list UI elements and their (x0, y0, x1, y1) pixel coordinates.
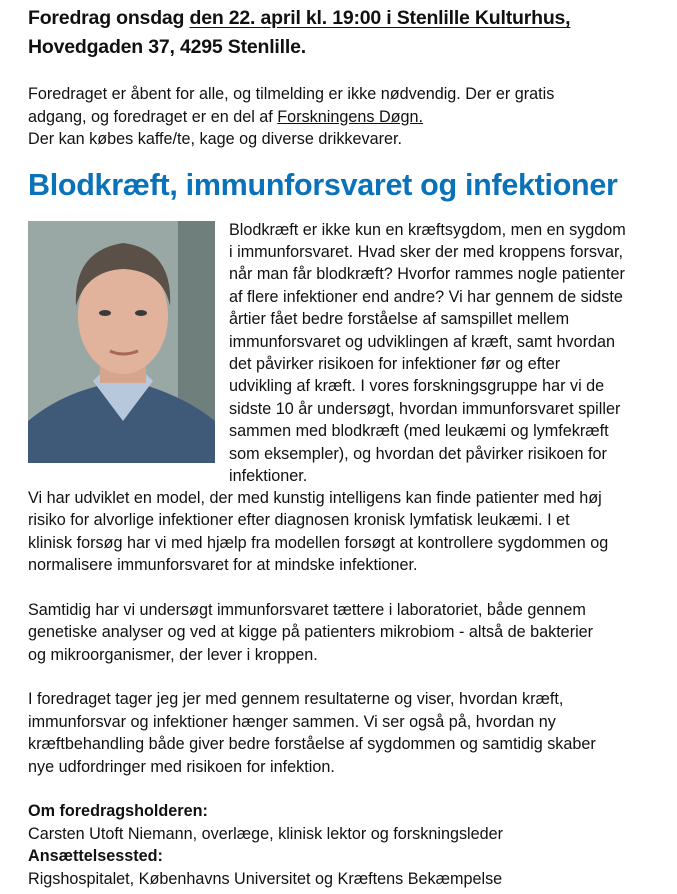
paragraph-line: I foredraget tager jeg jer med gennem resultaterne og viser, hvordan kræft, (28, 690, 564, 708)
lead-line: sammen med blodkræft (med leukæmi og lymfekræft (229, 422, 609, 441)
lead-line: det påvirker risikoen for infektioner før og efter (229, 354, 561, 373)
paragraph-line: nye udfordringer med risikoen for infektion. (28, 757, 335, 776)
lead-line: immunforsvaret og udviklingen af kræft, samt hvordan (229, 332, 615, 351)
lead-line: Blodkræft er ikke kun en kræftsygdom, men en sygdom (229, 220, 626, 239)
forskningens-dogn-link[interactable]: Forskningens Døgn. (277, 107, 424, 126)
body-paragraph (28, 487, 677, 577)
paragraph-line: genetiske analyser og ved at kigge på patienters mikrobiom - altså de bakterier (28, 623, 594, 641)
event-address: Hovedgaden 37, 4295 Stenlille. (28, 36, 306, 58)
intro (28, 83, 677, 151)
lead-line: årtier fået bedre forståelse af samspillet mellem (229, 310, 570, 329)
lead-line: når man får blodkræft? Hvorfor rammes nogle patienter (229, 265, 625, 284)
intro-line: Der kan købes kaffe/te, kage og diverse drikkevarer. (28, 130, 402, 148)
speaker-photo (28, 221, 215, 463)
employer: Rigshospitalet, Københavns Universitet og Kræftens Bekæmpelse (28, 869, 503, 888)
paragraph-line: kræftbehandling både giver bedre forståelse af sygdommen og samtidig skaber (28, 735, 596, 753)
lead-line: i immunforsvaret. Hvad sker der med kroppens forsvar, (229, 242, 624, 261)
employer-heading: Ansættelsessted: (28, 847, 163, 865)
speaker-name: Carsten Utoft Niemann, overlæge, klinisk lektor og forskningsleder (28, 824, 504, 843)
paragraph-line: Vi har udviklet en model, der med kunstig intelligens kan finde patienter med høj (28, 488, 602, 507)
paragraph-line: Samtidig har vi undersøgt immunforsvaret tættere i laboratoriet, både gennem (28, 600, 586, 619)
intro-line: adgang, og foredraget er en del af (28, 107, 278, 126)
paragraph-line: normalisere immunforsvaret for at mindske infektioner. (28, 556, 418, 574)
page-title: Blodkræft, immunforsvaret og infektioner (28, 167, 618, 202)
event-prefix: Foredrag onsdag (28, 7, 190, 29)
lead-section (28, 219, 677, 485)
paragraph-line: og mikroorganismer, der lever i kroppen. (28, 645, 318, 664)
lead-paragraph (229, 219, 669, 488)
lead-line: sidste 10 år undersøgt, hvordan immunforsvaret spiller (229, 399, 621, 418)
speaker-info (28, 800, 677, 890)
paragraph-line: immunforsvar og infektioner hænger sammen. Vi ser også på, hvordan ny (28, 712, 556, 731)
lead-line: udvikling af kræft. I vores forskningsgruppe har vi de (229, 377, 605, 396)
body-paragraph (28, 599, 677, 667)
paragraph-line: klinisk forsøg har vi med hjælp fra modellen forsøgt at kontrollere sygdommen og (28, 533, 609, 552)
lead-line: af flere infektioner end andre? Vi har gennem de sidste (229, 287, 623, 306)
event-info (28, 0, 677, 62)
intro-line: Foredraget er åbent for alle, og tilmelding er ikke nødvendig. Der er gratis (28, 85, 555, 103)
lead-line: infektioner. (229, 466, 308, 485)
event-link[interactable]: den 22. april kl. 19:00 i Stenlille Kulturhus, (189, 7, 571, 29)
body-paragraphs (28, 487, 677, 779)
body-paragraph (28, 688, 677, 778)
paragraph-line: risiko for alvorlige infektioner efter diagnosen kronisk lymfatisk leukæmi. I et (28, 511, 570, 529)
speaker-heading: Om foredragsholderen: (28, 802, 208, 820)
lead-line: som eksempler), og hvordan det påvirker risikoen for (229, 444, 607, 463)
